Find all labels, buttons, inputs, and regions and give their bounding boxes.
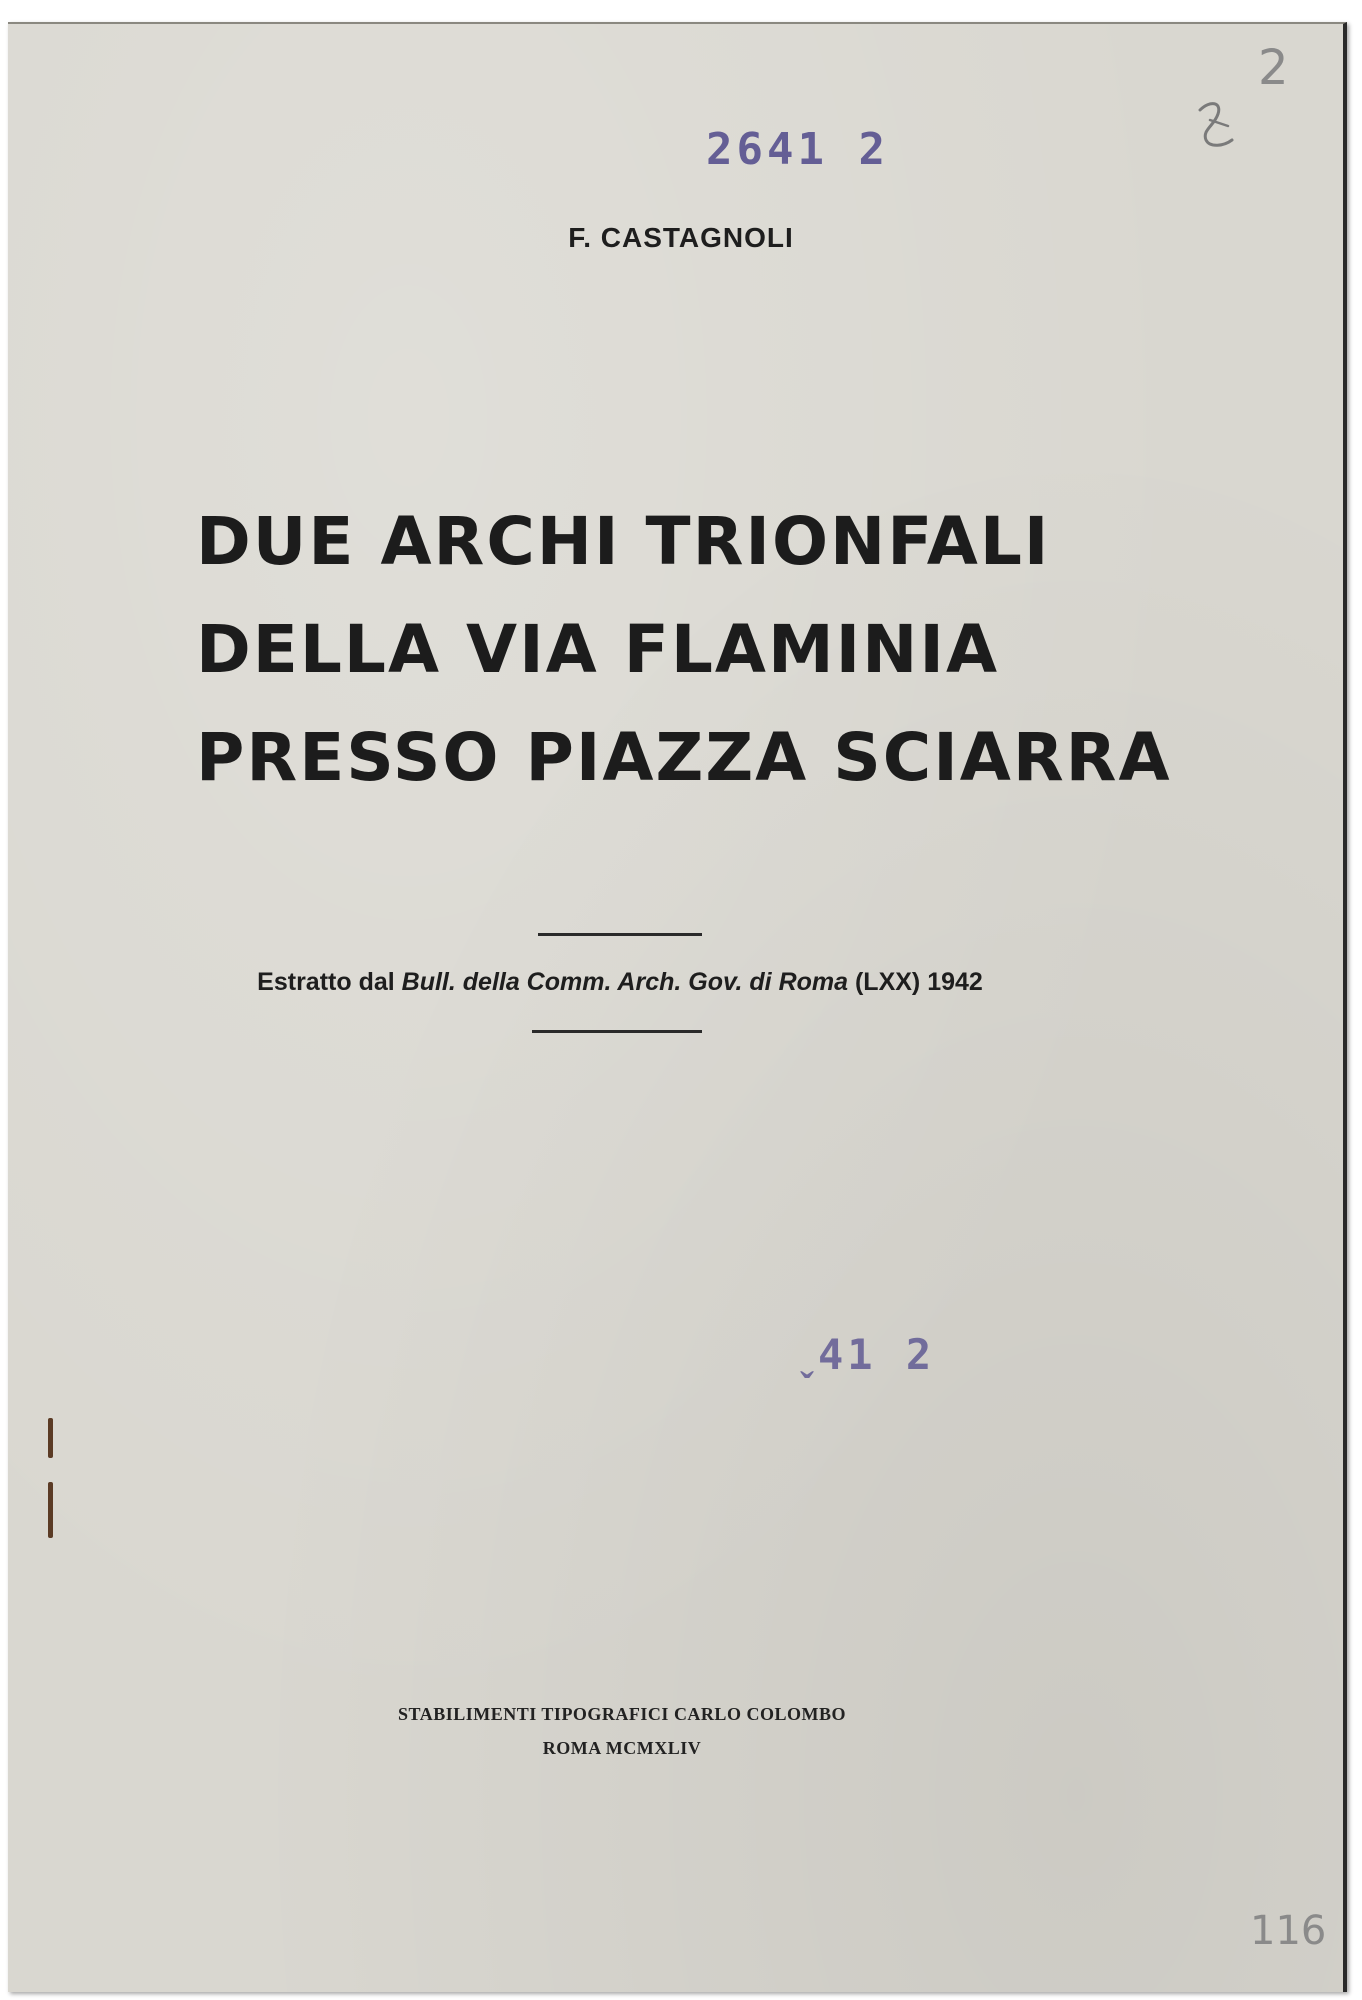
pencil-scribble-icon	[1192, 96, 1240, 156]
extract-prefix: Estratto dal	[257, 968, 402, 996]
binding-staple-mark	[48, 1418, 53, 1458]
extract-note	[0, 968, 1240, 997]
pencil-note-top-right: 2	[1258, 40, 1289, 96]
extract-journal: Bull. della Comm. Arch. Gov. di Roma	[401, 968, 849, 996]
extract-suffix: (LXX) 1942	[848, 968, 983, 996]
divider-bottom	[532, 1030, 702, 1033]
title-line: PRESSO PIAZZA SCIARRA	[196, 719, 1172, 796]
booklet-cover	[8, 22, 1347, 1992]
binding-staple-mark	[48, 1482, 53, 1538]
inventory-stamp-bottom: ˬ41 2	[800, 1330, 936, 1379]
title-line: DUE ARCHI TRIONFALI	[196, 503, 1051, 580]
divider-top	[538, 933, 702, 936]
pencil-note-bottom-right: 116	[1250, 1908, 1327, 1954]
inventory-stamp-top: 2641 2	[706, 124, 889, 175]
printer-place-date: ROMA MCMXLIV	[542, 1738, 702, 1758]
author-name: F. CASTAGNOLI	[568, 222, 794, 253]
printer-name: STABILIMENTI TIPOGRAFICI CARLO COLOMBO	[398, 1704, 846, 1724]
document-title	[196, 488, 1172, 812]
title-line: DELLA VIA FLAMINIA	[196, 611, 1000, 688]
